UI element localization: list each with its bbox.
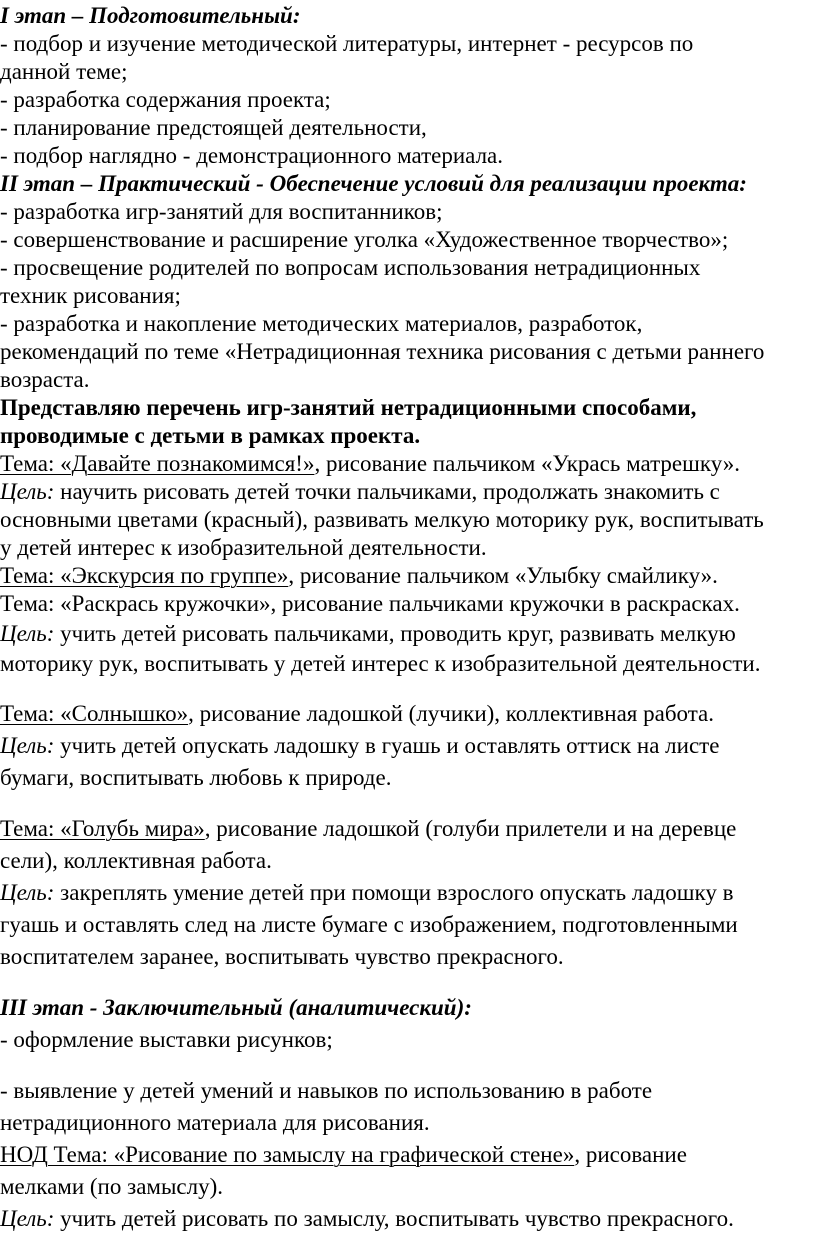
nod-title: НОД Тема: «Рисование по замыслу на графической стене» (0, 1142, 575, 1167)
topic3-line: Тема: «Раскрась кружочки», рисование пальчиками кружочки в раскрасках. (0, 591, 740, 616)
stage3-item2-line1: - выявление у детей умений и навыков по использованию в работе (0, 1078, 653, 1103)
topic1-goal-line1 (0, 478, 720, 506)
topic1-title: Тема: «Давайте познакомимся!» (0, 451, 315, 476)
topic1-goal-line2: основными цветами (красный), развивать мелкую моторику рук, воспитывать (0, 507, 764, 532)
topic4-rest: , рисование ладошкой (лучики), коллективная работа. (188, 701, 715, 726)
topic3-goal-text1: учить детей рисовать пальчиками, проводить круг, развивать мелкую (54, 621, 736, 646)
stage2-item4-line2: рекомендаций по теме «Нетрадиционная техника рисования с детьми раннего (0, 339, 765, 364)
stage2-item1: - разработка игр-занятий для воспитанников; (0, 199, 443, 224)
stage1-item1-line1: - подбор и изучение методической литературы, интернет - ресурсов по (0, 31, 694, 56)
topic3-goal-line2: моторику рук, воспитывать у детей интерес к изобразительной деятельности. (0, 651, 761, 676)
topic5-line2: сели), коллективная работа. (0, 848, 272, 873)
nod-rest: , рисование (574, 1142, 687, 1167)
stage2-item3-line2: техник рисования; (0, 283, 181, 308)
stage3-item1: - оформление выставки рисунков; (0, 1027, 333, 1052)
stage1-heading: I этап – Подготовительный: (0, 3, 301, 28)
topic2-rest: , рисование пальчиком «Улыбку смайлику». (288, 563, 718, 588)
topic5-goal-label: Цель: (0, 880, 55, 905)
nod-line2: мелками (по замыслу). (0, 1174, 224, 1199)
topic5-goal-line2: гуашь и оставлять след на листе бумаге с изображением, подготовленными (0, 912, 738, 937)
topic4-line (0, 700, 714, 728)
stage2-item4-line1: - разработка и накопление методических материалов, разработок, (0, 311, 643, 336)
topic5-rest: , рисование ладошкой (голуби прилетели и на деревце (204, 816, 737, 841)
stage3-heading: III этап - Заключительный (аналитический): (0, 995, 472, 1020)
nod-goal-line1 (0, 1205, 734, 1233)
stage1-item3: - планирование предстоящей деятельности, (0, 115, 427, 140)
stage3-item2-line2: нетрадиционного материала для рисования. (0, 1110, 430, 1135)
topic5-line1 (0, 815, 736, 843)
stage1-item4: - подбор наглядно - демонстрационного материала. (0, 143, 504, 168)
topic1-goal-label: Цель: (0, 479, 55, 504)
topic1-line (0, 450, 740, 478)
topic3-goal-label: Цель: (0, 621, 55, 646)
topic1-rest: , рисование пальчиком «Укрась матрешку». (314, 451, 741, 476)
stage2-item4-line3: возраста. (0, 367, 90, 392)
stage2-item2: - совершенствование и расширение уголка «Художественное творчество»; (0, 227, 729, 252)
stage2-heading: II этап – Практический - Обеспечение условий для реализации проекта: (0, 171, 747, 196)
topic5-goal-text1: закреплять умение детей при помощи взрослого опускать ладошку в (54, 880, 734, 905)
topic2-title: Тема: «Экскурсия по группе» (0, 563, 289, 588)
topic4-goal-label: Цель: (0, 733, 55, 758)
stage2-item3-line1: - просвещение родителей по вопросам использования нетрадиционных (0, 255, 701, 280)
topic5-title: Тема: «Голубь мира» (0, 816, 205, 841)
stage1-item1-line2: данной теме; (0, 59, 128, 84)
topic1-goal-line3: у детей интерес к изобразительной деятельности. (0, 535, 487, 560)
intro-line2: проводимые с детьми в рамках проекта. (0, 423, 421, 448)
topic3-goal-line1 (0, 620, 736, 648)
topic1-goal-text1: научить рисовать детей точки пальчиками, продолжать знакомить с (54, 479, 720, 504)
nod-line1 (0, 1141, 687, 1169)
topic2-line (0, 562, 718, 590)
topic4-goal-line1 (0, 732, 719, 760)
topic5-goal-line1 (0, 879, 733, 907)
stage1-item2: - разработка содержания проекта; (0, 87, 331, 112)
intro-line1: Представляю перечень игр-занятий нетрадиционными способами, (0, 395, 697, 420)
nod-goal-label: Цель: (0, 1206, 55, 1231)
topic5-goal-line3: воспитателем заранее, воспитывать чувство прекрасного. (0, 944, 564, 969)
topic4-title: Тема: «Солнышко» (0, 701, 189, 726)
nod-goal-text1: учить детей рисовать по замыслу, воспитывать чувство прекрасного. (54, 1206, 734, 1231)
topic4-goal-text1: учить детей опускать ладошку в гуашь и оставлять оттиск на листе (54, 733, 720, 758)
topic4-goal-line2: бумаги, воспитывать любовь к природе. (0, 765, 392, 790)
